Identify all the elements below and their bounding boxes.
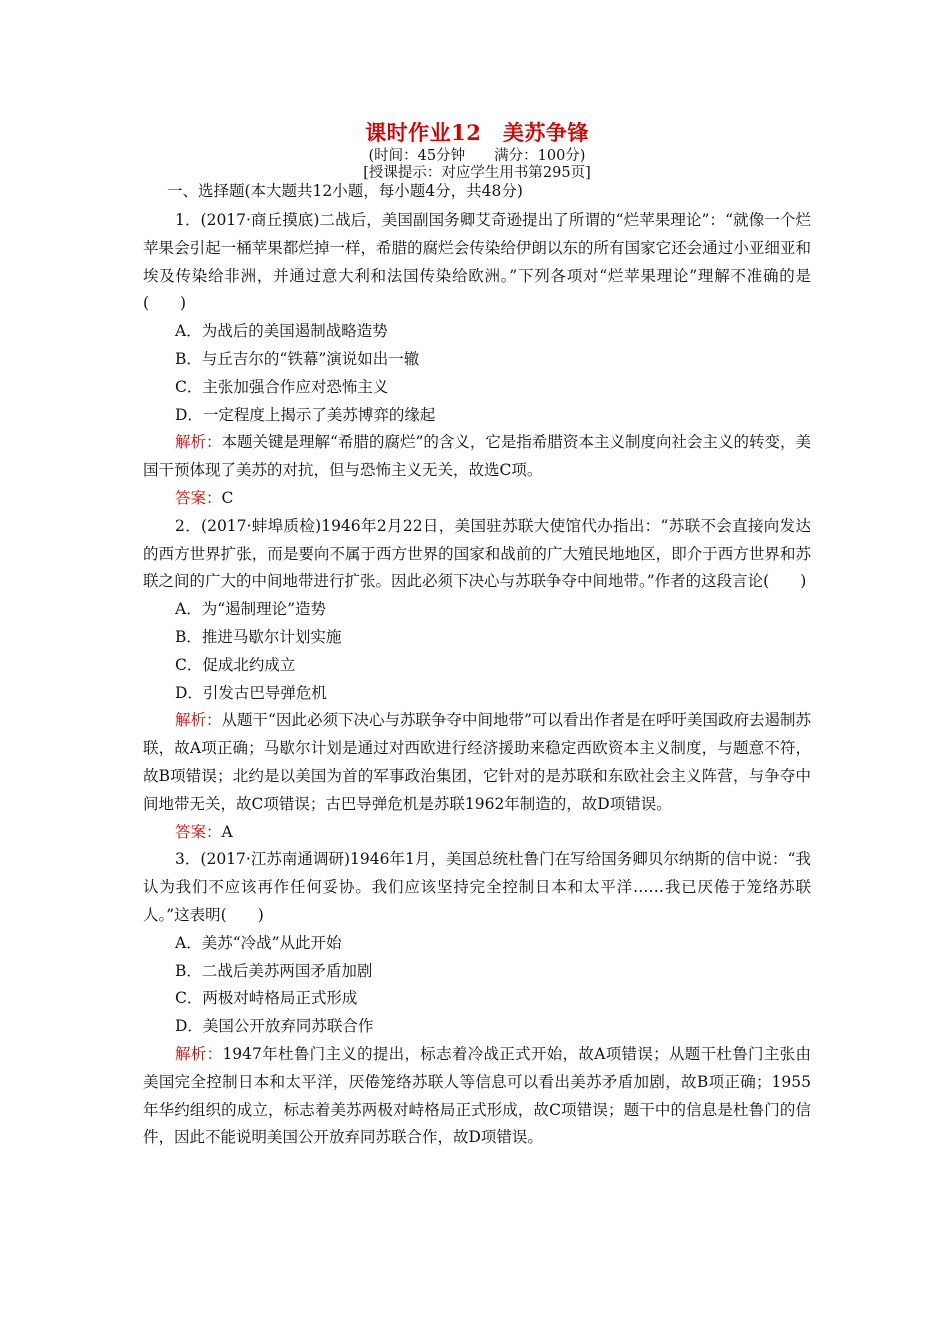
question-2 (143, 513, 811, 847)
section-title: 一、选择题(本大题共12小题，每小题4分，共48分) (167, 182, 523, 200)
option-a: A．为战后的美国遏制战略造势 (175, 322, 388, 341)
analysis-label: 解析： (175, 433, 222, 452)
question-3 (143, 846, 811, 1152)
analysis (143, 429, 811, 485)
option-d: D．引发古巴导弹危机 (175, 683, 327, 702)
option-c: C．促成北约成立 (175, 655, 296, 674)
option-b: B．二战后美苏两国矛盾加剧 (175, 961, 373, 980)
answer-label: 答案： (175, 822, 222, 841)
analysis-text: 本题关键是理解“希腊的腐烂”的含义，它是指希腊资本主义制度向社会主义的转变，美国干预体现了美苏的对抗，但与恐怖主义无关，故选C项。 (143, 433, 811, 480)
answer (143, 485, 811, 513)
answer-label: 答案： (175, 488, 222, 507)
question-1 (143, 207, 811, 513)
analysis-text: 1947年杜鲁门主义的提出，标志着冷战正式开始，故A项错误；从题干杜鲁门主张由美国完全控制日本和太平洋，厌倦笼络苏联人等信息可以看出美苏矛盾加剧，故B项正确；1955年华约组织的成立，标志着美苏两极对峙格局正式形成，故C项错误；题干中的信息是杜鲁门的信件，因此不能说明美国公开放弃同苏联合作，故D项错误。 (143, 1044, 811, 1147)
analysis (143, 707, 811, 818)
option-a: A．为“遏制理论”造势 (175, 600, 327, 619)
question-stem: 3．(2017·江苏南通调研)1946年1月，美国总统杜鲁门在写给国务卿贝尔纳斯的信中说：“我认为我们不应该再作任何妥协。我们应该坚持完全控制日本和太平洋……我已厌倦于笼络苏联人。”这表明( ) (143, 850, 811, 924)
hint-line: [授课提示：对应学生用书第295页] (363, 165, 591, 181)
answer-value: C (221, 488, 234, 507)
page-title: 课时作业12 美苏争锋 (365, 120, 589, 145)
time-line: (时间：45分钟 满分：100分) (368, 148, 586, 164)
analysis (143, 1041, 811, 1152)
worksheet-page (143, 118, 811, 1152)
option-a: A．美苏“冷战”从此开始 (175, 933, 342, 952)
analysis-label: 解析： (175, 711, 222, 730)
option-d: D．一定程度上揭示了美苏博弈的缘起 (175, 405, 436, 424)
option-d: D．美国公开放弃同苏联合作 (175, 1017, 374, 1036)
option-c: C．两极对峙格局正式形成 (175, 989, 358, 1008)
analysis-text: 从题干“因此必须下决心与苏联争夺中间地带”可以看出作者是在呼吁美国政府去遏制苏联，故A项正确；马歇尔计划是通过对西欧进行经济援助来稳定西欧资本主义制度，与题意不符，故B项错误；北约是以美国为首的军事政治集团，它针对的是苏联和东欧社会主义阵营，与争夺中间地带无关，故C项错误；古巴导弹危机是苏联1962年制造的，故D项错误。 (143, 711, 811, 813)
question-stem: 1．(2017·商丘摸底)二战后，美国副国务卿艾奇逊提出了所谓的“烂苹果理论”：“就像一个烂苹果会引起一桶苹果都烂掉一样，希腊的腐烂会传染给伊朗以东的所有国家它还会通过小亚细亚和埃及传染给非洲，并通过意大利和法国传染给欧洲。”下列各项对“烂苹果理论”理解不准确的是( ) (143, 211, 811, 313)
answer-value: A (221, 822, 233, 841)
option-c: C．主张加强合作应对恐怖主义 (175, 377, 389, 396)
analysis-label: 解析： (175, 1044, 223, 1063)
answer (143, 819, 811, 847)
option-b: B．推进马歇尔计划实施 (175, 627, 342, 646)
question-stem: 2．(2017·蚌埠质检)1946年2月22日，美国驻苏联大使馆代办指出：“苏联不会直接向发达的西方世界扩张，而是要向不属于西方世界的国家和战前的广大殖民地地区，即介于西方世界和苏联之间的广大的中间地带进行扩张。因此必须下决心与苏联争夺中间地带。”作者的这段言论( ) (143, 516, 811, 591)
option-b: B．与丘吉尔的“铁幕”演说如出一辙 (175, 349, 420, 368)
